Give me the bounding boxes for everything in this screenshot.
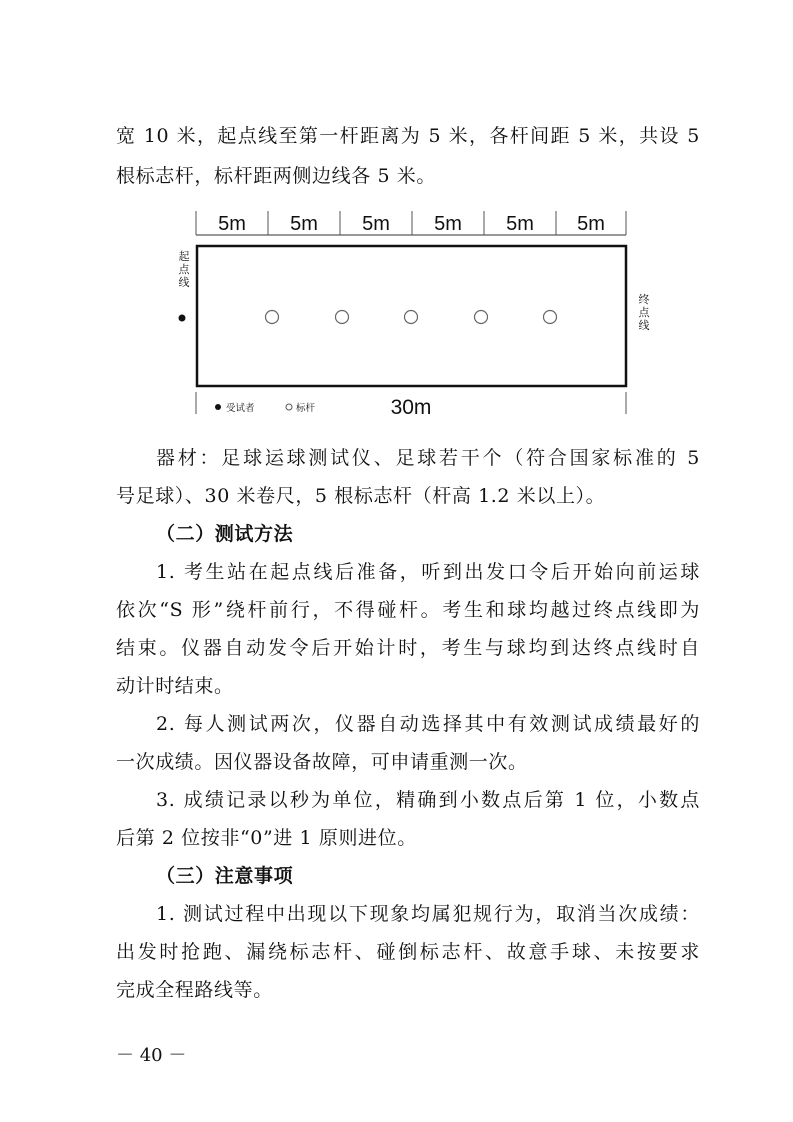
equipment-line-2: 号足球）、30 米卷尺，5 根标志杆（杆高 1.2 米以上）。 [116,485,606,507]
segment-label-3: 5m [362,213,390,235]
segment-label-5: 5m [506,213,534,235]
section-heading-test-method: （二）测试方法 [156,523,294,545]
segment-label-6: 5m [577,213,605,235]
method-p2-line-2: 一次成绩。因仪器设备故障，可申请重测一次。 [116,751,528,773]
pole-marker-2 [336,311,349,324]
equipment-line-1: 器材：足球运球测试仪、足球若干个（符合国家标准的 5 [156,447,700,469]
start-label-char-2: 点 [178,263,190,276]
dimension-ticks-top [196,211,626,235]
method-p1-line-3: 结束。仪器自动发令后开始计时，考生与球均到达终点线时自 [116,637,700,659]
field-diagram [170,208,650,420]
legend-tester-label: 受试者 [226,403,255,414]
total-length-label: 30m [390,396,432,419]
segment-label-1: 5m [218,213,246,235]
end-label-char-3: 线 [638,319,650,332]
legend-pole-icon [286,404,292,410]
notes-p1-line-2: 出发时抢跑、漏绕标志杆、碰倒标志杆、故意手球、未按要求 [116,941,700,963]
legend-tester-icon [215,404,221,410]
method-p1-line-4: 动计时结束。 [116,675,234,697]
method-p2-line-1: 2. 每人测试两次，仪器自动选择其中有效测试成绩最好的 [156,713,700,735]
start-label-char-3: 线 [178,276,190,289]
intro-line-2: 根标志杆，标杆距两侧边线各 5 米。 [116,165,436,187]
segment-label-4: 5m [434,213,462,235]
method-p1-line-1: 1. 考生站在起点线后准备，听到出发口令后开始向前运球 [156,561,700,583]
end-label-char-2: 点 [638,306,650,319]
pole-marker-3 [405,311,418,324]
pole-marker-5 [544,311,557,324]
pole-marker-1 [266,311,279,324]
method-p1-line-2: 依次“S 形”绕杆前行，不得碰杆。考生和球均越过终点线即为 [116,599,700,621]
legend-pole-label: 标杆 [296,403,316,414]
notes-p1-line-1: 1. 测试过程中出现以下现象均属犯规行为，取消当次成绩： [156,903,700,925]
start-label-char-1: 起 [178,250,190,263]
method-p3-line-1: 3. 成绩记录以秒为单位，精确到小数点后第 1 位，小数点 [156,789,700,811]
notes-p1-line-3: 完成全程路线等。 [116,979,273,1001]
segment-label-2: 5m [290,213,318,235]
section-heading-notes: （三）注意事项 [156,865,294,887]
method-p3-line-2: 后第 2 位按非“0”进 1 原则进位。 [116,827,417,849]
end-label-char-1: 终 [638,293,650,306]
pole-marker-4 [475,311,488,324]
tester-marker [179,315,186,322]
intro-line-1: 宽 10 米，起点线至第一杆距离为 5 米，各杆间距 5 米，共设 5 [116,125,700,147]
page-number: － 40 － [116,1045,187,1066]
